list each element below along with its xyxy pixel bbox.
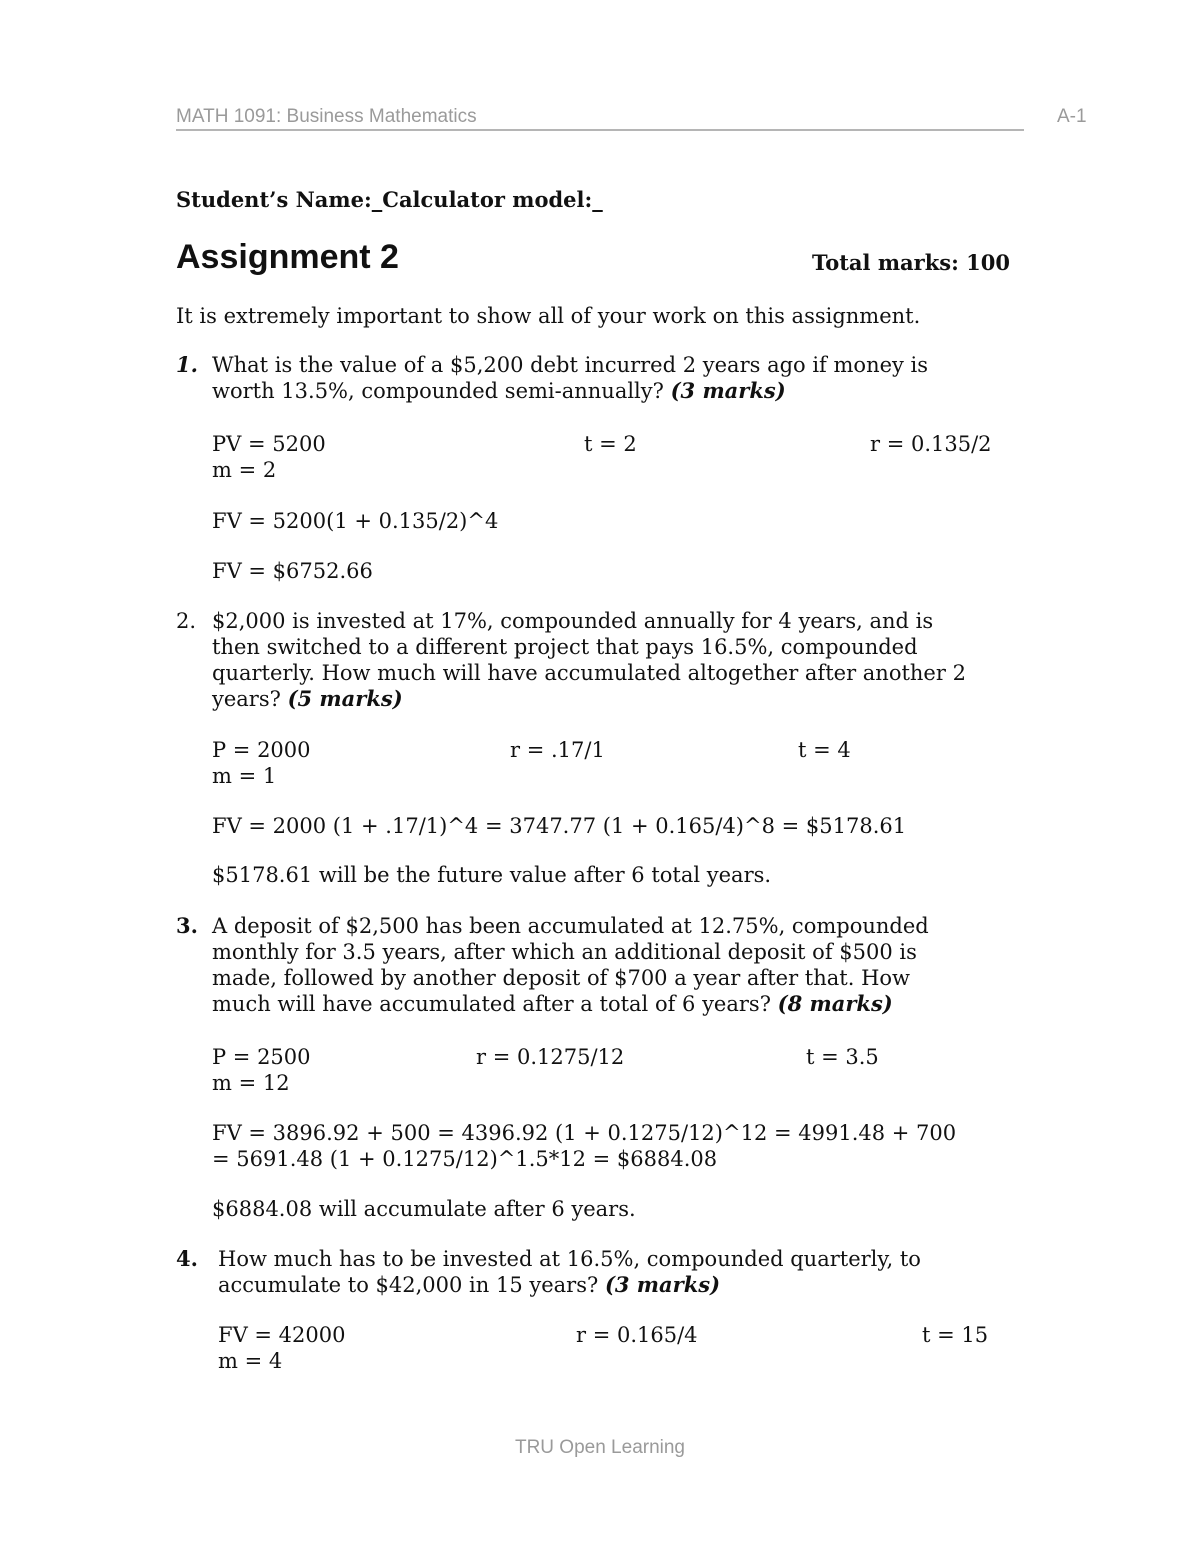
page-label: A-1 [1057, 106, 1087, 127]
variable: t = 2 [584, 432, 637, 456]
course-header: MATH 1091: Business Mathematics [176, 106, 477, 127]
total-marks: Total marks: 100 [812, 250, 1010, 275]
variable: r = 0.165/4 [576, 1323, 698, 1347]
variable: m = 4 [218, 1349, 283, 1373]
variable: t = 4 [798, 738, 851, 762]
answer-line: FV = $6752.66 [212, 559, 373, 583]
question-text-line: monthly for 3.5 years, after which an additional deposit of $500 is [212, 940, 917, 964]
intro-text: It is extremely important to show all of your work on this assignment. [176, 304, 921, 328]
question-marks: (3 marks) [604, 1272, 721, 1297]
question-text-line: years? [212, 687, 281, 711]
question-text-line: worth 13.5%, compounded semi-annually? [212, 379, 664, 403]
student-name-line: Student’s Name:_Calculator model:_ [176, 187, 603, 212]
header-divider [176, 129, 1024, 131]
question-text-line: $2,000 is invested at 17%, compounded annually for 4 years, and is [212, 609, 934, 633]
variable: m = 2 [212, 458, 277, 482]
variable: P = 2000 [212, 738, 311, 762]
variable: m = 12 [212, 1071, 290, 1095]
question-text-line: How much has to be invested at 16.5%, compounded quarterly, to [218, 1247, 921, 1271]
answer-line: $6884.08 will accumulate after 6 years. [212, 1197, 636, 1221]
work-line: = 5691.48 (1 + 0.1275/12)^1.5*12 = $6884.08 [212, 1147, 718, 1171]
variable: m = 1 [212, 764, 277, 788]
question-number: 4. [176, 1246, 198, 1271]
work-line: FV = 5200(1 + 0.135/2)^4 [212, 509, 499, 533]
question-text-line: made, followed by another deposit of $700 a year after that. How [212, 966, 911, 990]
question-marks: (5 marks) [287, 686, 403, 711]
variable: P = 2500 [212, 1045, 311, 1069]
variable: t = 3.5 [806, 1045, 879, 1069]
variable: t = 15 [922, 1323, 989, 1347]
question-text-line: accumulate to $42,000 in 15 years? [218, 1273, 599, 1297]
variable: FV = 42000 [218, 1323, 346, 1347]
page-title: Assignment 2 [176, 238, 399, 276]
question-number: 2. [176, 609, 197, 633]
question-number: 3. [176, 913, 198, 938]
variable: PV = 5200 [212, 432, 326, 456]
answer-line: $5178.61 will be the future value after 6 total years. [212, 863, 772, 887]
variable: r = 0.1275/12 [476, 1045, 625, 1069]
question-number: 1. [176, 352, 198, 377]
question-text-line: much will have accumulated after a total of 6 years? [212, 992, 771, 1016]
question-text-line: What is the value of a $5,200 debt incurred 2 years ago if money is [212, 353, 929, 377]
question-text-line: then switched to a different project that pays 16.5%, compounded [212, 635, 918, 659]
work-line: FV = 2000 (1 + .17/1)^4 = 3747.77 (1 + 0.165/4)^8 = $5178.61 [212, 814, 907, 838]
variable: r = 0.135/2 [870, 432, 992, 456]
page-footer: TRU Open Learning [514, 1437, 686, 1458]
question-text-line: quarterly. How much will have accumulated altogether after another 2 [212, 661, 966, 685]
work-line: FV = 3896.92 + 500 = 4396.92 (1 + 0.1275/12)^12 = 4991.48 + 700 [212, 1121, 957, 1145]
question-text-line: A deposit of $2,500 has been accumulated at 12.75%, compounded [212, 914, 929, 938]
question-marks: (3 marks) [670, 378, 786, 403]
variable: r = .17/1 [510, 738, 605, 762]
question-marks: (8 marks) [777, 991, 893, 1016]
